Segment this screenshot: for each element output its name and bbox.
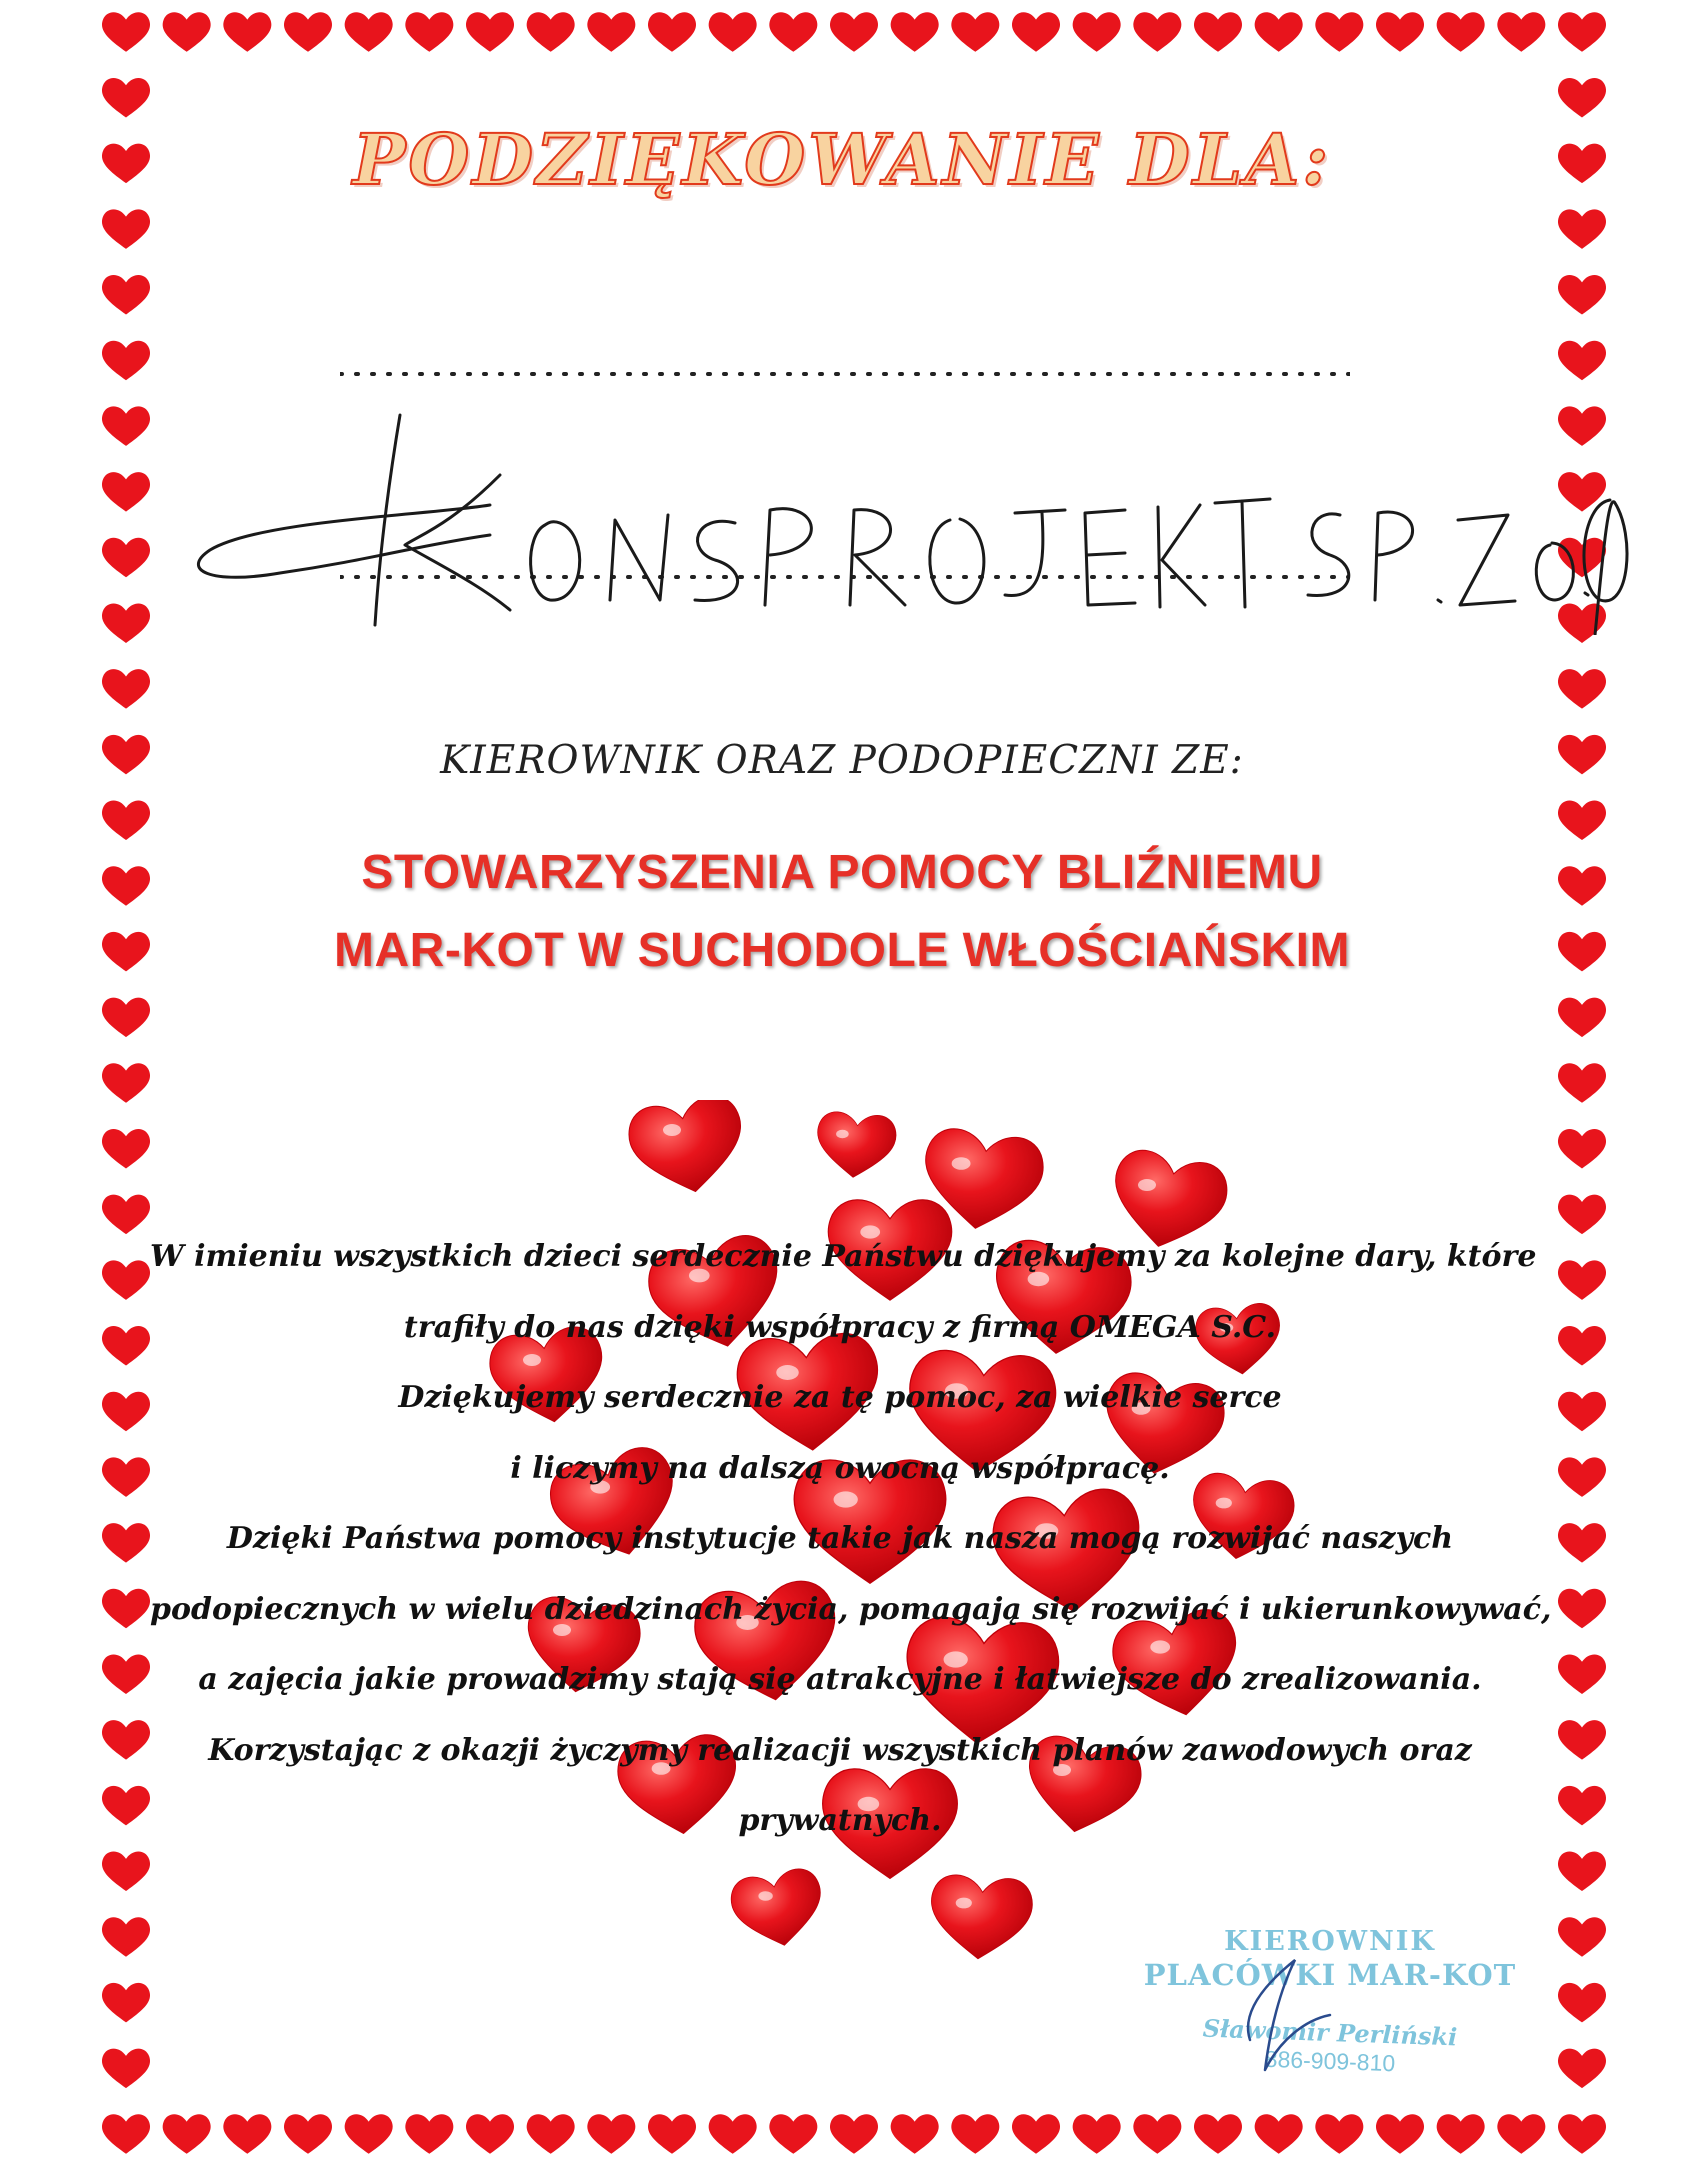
- cluster-heart-icon: [928, 1873, 1035, 1962]
- stamp-phone: 886-909-810: [1264, 2045, 1396, 2077]
- heart-highlight: [1138, 1179, 1156, 1191]
- border-heart-icon: [1558, 1589, 1606, 1629]
- border-heart-icon: [1497, 2114, 1545, 2154]
- border-heart-icon: [1558, 2049, 1606, 2089]
- border-heart-icon: [527, 2114, 575, 2154]
- dotted-line-top: [340, 350, 1350, 380]
- border-heart-icon: [102, 1917, 150, 1957]
- border-heart-icon: [284, 12, 332, 52]
- cluster-heart-icon: [814, 1110, 898, 1180]
- border-heart-icon: [102, 669, 150, 709]
- border-heart-icon: [405, 2114, 453, 2154]
- border-heart-icon: [1558, 2114, 1606, 2154]
- border-heart-icon: [102, 2049, 150, 2089]
- border-heart-icon: [830, 12, 878, 52]
- border-heart-icon: [102, 275, 150, 315]
- border-heart-icon: [951, 12, 999, 52]
- border-heart-icon: [1437, 2114, 1485, 2154]
- border-heart-icon: [587, 12, 635, 52]
- border-heart-icon: [1255, 12, 1303, 52]
- border-heart-icon: [102, 801, 150, 841]
- border-heart-icon: [769, 2114, 817, 2154]
- organization-name-line1: STOWARZYSZENIA POMOCY BLIŹNIEMU: [361, 846, 1323, 899]
- border-heart-icon: [1558, 669, 1606, 709]
- border-heart-icon: [709, 2114, 757, 2154]
- border-heart-icon: [1194, 2114, 1242, 2154]
- border-heart-icon: [769, 12, 817, 52]
- border-heart-icon: [163, 2114, 211, 2154]
- heart-highlight: [758, 1891, 772, 1901]
- border-heart-icon: [1558, 1326, 1606, 1366]
- border-heart-icon: [1012, 12, 1060, 52]
- border-heart-icon: [102, 1720, 150, 1760]
- border-heart-icon: [102, 1326, 150, 1366]
- heart-highlight: [952, 1157, 971, 1170]
- border-heart-icon: [163, 12, 211, 52]
- border-heart-icon: [1558, 1260, 1606, 1300]
- border-heart-icon: [345, 12, 393, 52]
- body-line: W imieniu wszystkich dzieci serdecznie Państwu dziękujemy za kolejne dary, które: [150, 1239, 1537, 1274]
- cluster-heart-icon: [624, 1100, 750, 1201]
- border-heart-icon: [102, 603, 150, 643]
- border-heart-icon: [1133, 2114, 1181, 2154]
- border-heart-icon: [284, 2114, 332, 2154]
- border-heart-icon: [102, 1195, 150, 1235]
- body-text: [150, 1222, 1552, 1857]
- border-heart-icon: [1558, 12, 1606, 52]
- certificate-title: PODZIĘKOWANIE DLA:: [352, 118, 1332, 201]
- border-heart-icon: [223, 2114, 271, 2154]
- intro-line: KIEROWNIK ORAZ PODOPIECZNI ZE:: [440, 738, 1244, 783]
- border-heart-icon: [102, 1654, 150, 1694]
- border-heart-icon: [102, 1983, 150, 2023]
- border-heart-icon: [1558, 341, 1606, 381]
- border-heart-icon: [1194, 12, 1242, 52]
- border-heart-icon: [466, 12, 514, 52]
- border-heart-icon: [1558, 1720, 1606, 1760]
- border-heart-icon: [1558, 1523, 1606, 1563]
- border-heart-icon: [648, 2114, 696, 2154]
- border-heart-icon: [102, 472, 150, 512]
- border-heart-icon: [102, 12, 150, 52]
- border-heart-icon: [1558, 801, 1606, 841]
- border-heart-icon: [405, 12, 453, 52]
- border-heart-icon: [1133, 12, 1181, 52]
- body-line: a zajęcia jakie prowadzimy stają się atrakcyjne i łatwiejsze do zrealizowania.: [198, 1662, 1482, 1697]
- border-heart-icon: [1315, 12, 1363, 52]
- border-heart-icon: [1073, 2114, 1121, 2154]
- heart-highlight: [663, 1124, 681, 1136]
- border-heart-icon: [1558, 1917, 1606, 1957]
- border-heart-icon: [102, 209, 150, 249]
- border-heart-icon: [1558, 1195, 1606, 1235]
- heart-highlight: [956, 1898, 972, 1909]
- border-heart-icon: [1558, 998, 1606, 1038]
- cluster-heart-icon: [728, 1866, 829, 1953]
- border-heart-icon: [102, 1786, 150, 1826]
- border-heart-icon: [102, 538, 150, 578]
- border-heart-icon: [527, 12, 575, 52]
- border-heart-icon: [102, 78, 150, 118]
- director-stamp: [1130, 1920, 1530, 2100]
- border-heart-icon: [891, 2114, 939, 2154]
- border-heart-icon: [1497, 12, 1545, 52]
- border-heart-icon: [102, 1260, 150, 1300]
- border-heart-icon: [466, 2114, 514, 2154]
- body-line: Korzystając z okazji życzymy realizacji wszystkich planów zawodowych oraz: [208, 1732, 1472, 1768]
- body-line: prywatnych.: [738, 1803, 942, 1838]
- border-heart-icon: [648, 12, 696, 52]
- border-heart-icon: [951, 2114, 999, 2154]
- border-heart-icon: [345, 2114, 393, 2154]
- body-line: podopiecznych w wielu dziedzinach życia, pomagają się rozwijać i ukierunkowywać,: [150, 1591, 1552, 1627]
- body-line: i liczymy na dalszą owocną współpracę.: [510, 1450, 1170, 1486]
- border-heart-icon: [587, 2114, 635, 2154]
- border-heart-icon: [1558, 1654, 1606, 1694]
- border-heart-icon: [1558, 1129, 1606, 1169]
- border-heart-icon: [1437, 12, 1485, 52]
- heart-highlight: [836, 1130, 849, 1138]
- border-heart-icon: [1315, 2114, 1363, 2154]
- body-line: Dzięki Państwa pomocy instytucje takie jak nasza mogą rozwijać naszych: [226, 1521, 1454, 1556]
- border-heart-icon: [1558, 209, 1606, 249]
- organization-name-line2: MAR-KOT W SUCHODOLE WŁOŚCIAŃSKIM: [334, 924, 1350, 977]
- border-heart-icon: [1558, 1392, 1606, 1432]
- border-heart-icon: [1255, 2114, 1303, 2154]
- border-heart-icon: [102, 998, 150, 1038]
- border-heart-icon: [1558, 1983, 1606, 2023]
- stamp-institution: PLACÓWKI MAR-KOT: [1143, 1958, 1517, 1992]
- border-heart-icon: [1012, 2114, 1060, 2154]
- body-line: Dziękujemy serdecznie za tę pomoc, za wielkie serce: [398, 1380, 1282, 1415]
- border-heart-icon: [102, 406, 150, 446]
- border-heart-icon: [102, 1589, 150, 1629]
- border-heart-icon: [830, 2114, 878, 2154]
- border-heart-icon: [102, 1063, 150, 1103]
- director-signature: [1130, 1920, 1530, 2100]
- border-heart-icon: [102, 1129, 150, 1169]
- border-heart-icon: [102, 1392, 150, 1432]
- body-line: trafiły do nas dzięki współpracy z firmą OMEGA S.C.: [403, 1309, 1277, 1345]
- stamp-name: Sławomir Perliński: [1202, 2013, 1458, 2052]
- border-heart-icon: [1558, 1786, 1606, 1826]
- border-heart-icon: [1558, 275, 1606, 315]
- recipient-handwriting: [190, 395, 1630, 635]
- border-heart-icon: [102, 1523, 150, 1563]
- border-heart-icon: [1558, 1852, 1606, 1892]
- border-heart-icon: [1558, 1457, 1606, 1497]
- border-heart-icon: [102, 2114, 150, 2154]
- stamp-title: KIEROWNIK: [1224, 1926, 1436, 1957]
- border-heart-icon: [1558, 78, 1606, 118]
- border-heart-icon: [223, 12, 271, 52]
- border-heart-icon: [1376, 12, 1424, 52]
- border-heart-icon: [1073, 12, 1121, 52]
- border-heart-icon: [709, 12, 757, 52]
- border-heart-icon: [1376, 2114, 1424, 2154]
- border-heart-icon: [102, 341, 150, 381]
- border-heart-icon: [102, 1457, 150, 1497]
- border-heart-icon: [102, 1852, 150, 1892]
- border-heart-icon: [891, 12, 939, 52]
- border-heart-icon: [1558, 1063, 1606, 1103]
